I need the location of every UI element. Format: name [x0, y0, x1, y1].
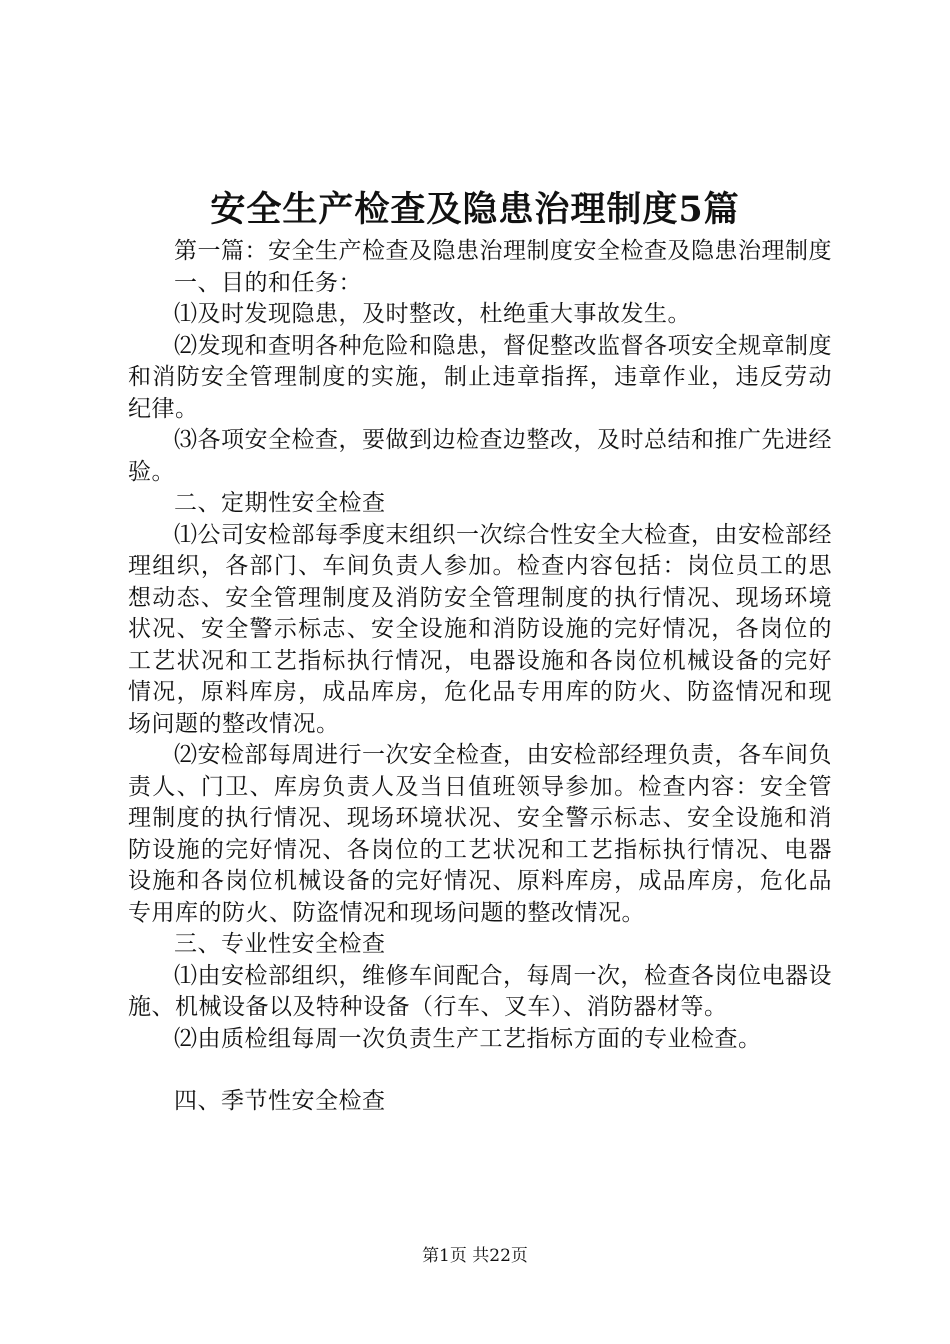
section-heading-purpose: 一、目的和任务：: [174, 269, 362, 296]
paragraph-item: ⑵发现和查明各种危险和隐患，督促整改监督各项安全规章制度和消防安全管理制度的实施，制止违章指挥，违章作业，违反劳动纪律。: [128, 332, 832, 422]
paragraph-item: ⑴及时发现隐患，及时整改，杜绝重大事故发生。: [174, 301, 691, 327]
paragraph-item: ⑵安检部每周进行一次安全检查，由安检部经理负责，各车间负责人、门卫、库房负责人及当日值班领导参加。检查内容：安全管理制度的执行情况、现场环境状况、安全警示标志、安全设施和消防设施的完好情况、各岗位的工艺状况和工艺指标执行情况、电器设施和各岗位机械设备的完好情况、原料库房，成品库房，危化品专用库的防火、防盗情况和现场问题的整改情况。: [128, 742, 832, 926]
section-heading-professional-check: 三、专业性安全检查: [174, 931, 386, 957]
section-heading-seasonal-check: 四、季节性安全检查: [174, 1088, 386, 1114]
document-title: 安全生产检查及隐患治理制度5篇: [210, 189, 740, 230]
paragraph-part-one-heading: 第一篇：安全生产检查及隐患治理制度安全检查及隐患治理制度: [174, 238, 832, 264]
paragraph-item: ⑴公司安检部每季度末组织一次综合性安全大检查，由安检部经理组织，各部门、车间负责人参加。检查内容包括：岗位员工的思想动态、安全管理制度及消防安全管理制度的执行情况、现场环境状况、安全警示标志、安全设施和消防设施的完好情况，各岗位的工艺状况和工艺指标执行情况，电器设施和各岗位机械设备的完好情况，原料库房，成品库房，危化品专用库的防火、防盗情况和现场问题的整改情况。: [128, 521, 832, 737]
document-body: [128, 236, 832, 1118]
paragraph-item: ⑴由安检部组织，维修车间配合，每周一次，检查各岗位电器设施、机械设备以及特种设备（行车、叉车）、消防器材等。: [128, 962, 832, 1020]
paragraph-item: ⑶各项安全检查，要做到边检查边整改，及时总结和推广先进经验。: [128, 427, 832, 485]
section-heading-periodic-check: 二、定期性安全检查: [174, 490, 386, 516]
paragraph-item: ⑵由质检组每周一次负责生产工艺指标方面的专业检查。: [174, 1025, 762, 1052]
page-number-footer: 第1页 共22页: [422, 1246, 528, 1266]
